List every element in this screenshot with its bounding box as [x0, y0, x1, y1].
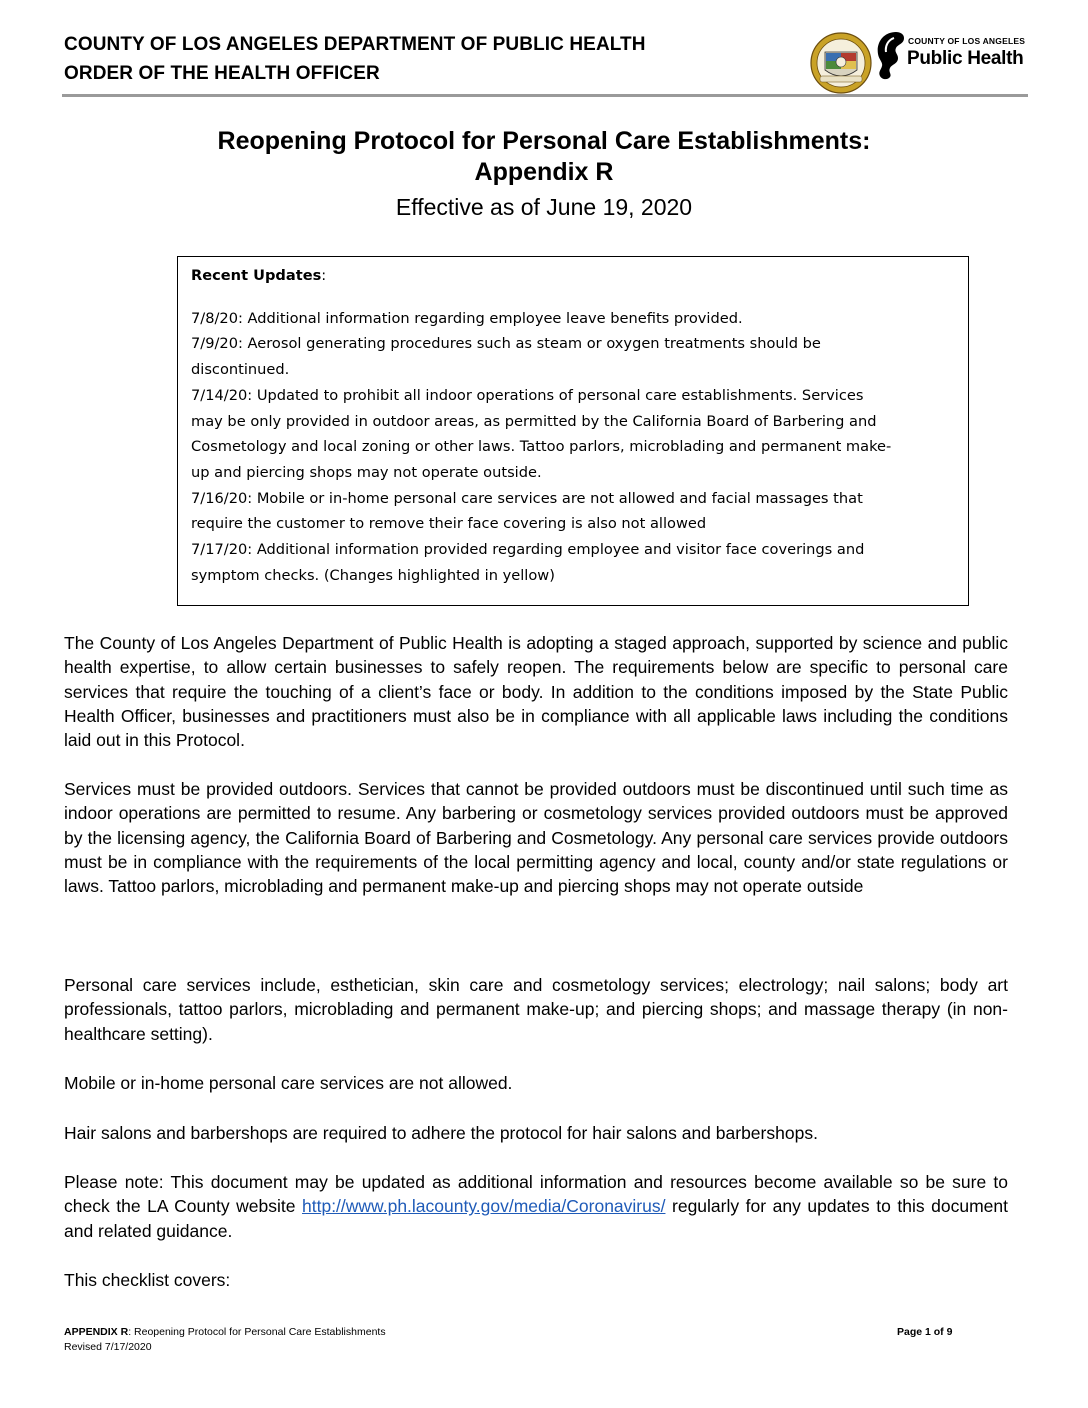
- footer-page-number: Page 1 of 9: [897, 1326, 953, 1338]
- footer-left: [64, 1325, 386, 1355]
- update-line: 7/9/20: Aerosol generating procedures such as steam or oxygen treatments should be: [191, 335, 821, 353]
- update-line: 7/8/20: Additional information regarding employee leave benefits provided.: [191, 309, 743, 327]
- update-line: may be only provided in outdoor areas, as permitted by the California Board of Barbering and: [191, 412, 877, 430]
- update-line: up and piercing shops may not operate outside.: [191, 463, 542, 481]
- profile-silhouette-icon: [874, 30, 910, 82]
- header-divider: [62, 94, 1028, 97]
- checklist-covers-text: This checklist covers:: [64, 1270, 231, 1290]
- county-seal-icon: [810, 32, 872, 94]
- intro-paragraph: The County of Los Angeles Department of Public Health is adopting a staged approach, supported by science and public health expertise, to allow certain businesses to safely reopen. The requirements below are specific to personal care services that require the touching of a client’s face or body. In addition to the conditions imposed by the State Public Health Officer, businesses and practitioners must also be in compliance with all applicable laws including the conditions laid out in this Protocol.: [64, 633, 1008, 751]
- please-note-paragraph: Please note: This document may be updated as additional information and resources become available so be sure to check the LA County website http://www.ph.lacounty.gov/media/Coronavirus/ regularly for any updates to this document and related guidance.: [64, 1172, 1008, 1241]
- header-department: COUNTY OF LOS ANGELES DEPARTMENT OF PUBLIC HEALTH: [64, 34, 646, 55]
- footer-revised: Revised 7/17/2020: [64, 1341, 152, 1353]
- header-order: ORDER OF THE HEALTH OFFICER: [64, 63, 380, 84]
- update-line: 7/17/20: Additional information provided regarding employee and visitor face coverings and: [191, 541, 865, 559]
- mobile-services-paragraph: Mobile or in-home personal care services are not allowed.: [64, 1073, 513, 1093]
- update-line: Cosmetology and local zoning or other laws. Tattoo parlors, microblading and permanent make-: [191, 438, 892, 456]
- footer-doc-label: APPENDIX R: Reopening Protocol for Personal Care Establishments: [64, 1326, 386, 1338]
- update-line: symptom checks. (Changes highlighted in yellow): [191, 566, 555, 584]
- personal-care-services-paragraph: Personal care services include, esthetician, skin care and cosmetology services; electrology; nail salons; body art professionals, tattoo parlors, microblading and permanent make-up; and piercing shops; and massage therapy (in non-healthcare setting).: [64, 975, 1008, 1044]
- hair-salons-paragraph: Hair salons and barbershops are required to adhere the protocol for hair salons and barbershops.: [64, 1123, 818, 1143]
- recent-updates-box: [177, 256, 969, 606]
- recent-updates-heading: Recent Updates:: [191, 267, 327, 284]
- document-header: [64, 30, 646, 88]
- update-line: 7/14/20: Updated to prohibit all indoor operations of personal care establishments. Services: [191, 386, 864, 404]
- outdoor-services-paragraph: Services must be provided outdoors. Services that cannot be provided outdoors must be discontinued until such time as indoor operations are permitted to resume. Any barbering or cosmetology services provided outdoors must be approved by the licensing agency, the California Board of Barbering and Cosmetology. Any personal care services provide outdoors must be in compliance with the requirements of the local permitting agency and local, county and/or state regulations or laws. Tattoo parlors, microblading and permanent make-up and piercing shops may not operate outside: [64, 779, 1008, 897]
- effective-date: Effective as of June 19, 2020: [395, 194, 693, 220]
- logo-county-text: COUNTY OF LOS ANGELES: [908, 36, 1026, 46]
- update-line: require the customer to remove their face covering is also not allowed: [191, 515, 707, 533]
- logo-public-health-text: Public Health: [907, 48, 1024, 69]
- page-title-appendix: Appendix R: [474, 158, 614, 186]
- coronavirus-website-link[interactable]: http://www.ph.lacounty.gov/media/Coronavirus/: [302, 1196, 666, 1217]
- page-title: Reopening Protocol for Personal Care Establishments:: [217, 127, 871, 155]
- update-line: 7/16/20: Mobile or in-home personal care services are not allowed and facial massages that: [191, 489, 863, 507]
- update-line: discontinued.: [191, 361, 290, 379]
